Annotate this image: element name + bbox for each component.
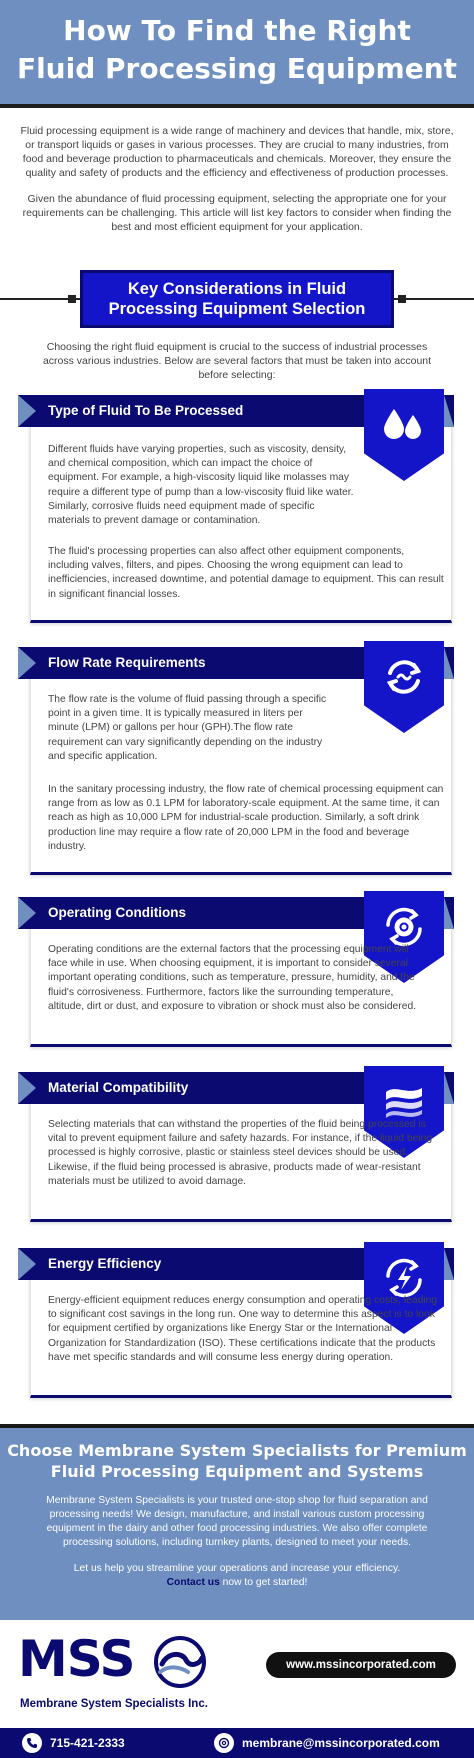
banner-dot-left <box>68 295 76 303</box>
intro-paragraph-1: Fluid processing equipment is a wide range of machinery and devices that handle, mix, store, or transport liquids or gases in various processes. They are crucial to many industries, from food and beverage production to pharmaceuticals and chemicals. Moreover, they ensure the quality and safety of products and the efficiency and effectiveness of production processes. <box>20 125 454 179</box>
email-item[interactable] <box>214 1733 440 1753</box>
footer <box>0 1620 474 1736</box>
section-material-compatibility <box>18 1072 454 1222</box>
section-title-bar <box>18 897 348 929</box>
key-considerations-banner <box>80 270 394 328</box>
page-header <box>0 0 474 108</box>
section-title: Energy Efficiency <box>48 1256 162 1271</box>
logo-swirl-icon <box>152 1634 208 1690</box>
phone-number: 715-421-2333 <box>50 1736 125 1750</box>
section-text <box>48 443 358 528</box>
section-paragraph: Different fluids have varying properties, such as viscosity, density, and chemical composition, which can impact the choice of equipment. For example, a high-viscosity liquid like molasses may require a different type of pump than a low-viscosity fluid like water. Similarly, corrosive fluids need equipment made of specific materials to prevent damage or contamination. <box>48 444 354 527</box>
section-title-bar <box>18 395 348 427</box>
section-title: Type of Fluid To Be Processed <box>48 403 244 418</box>
banner-line-right <box>394 298 474 300</box>
page-title <box>0 12 474 88</box>
section-operating-conditions <box>18 897 454 1047</box>
cta-paragraph-2-text: Let us help you streamline your operations and increase your efficiency. <box>73 1563 401 1574</box>
title-arrow <box>18 647 36 679</box>
title-arrow <box>18 1072 36 1104</box>
banner-dot-right <box>398 295 406 303</box>
section-title-bar <box>18 1248 348 1280</box>
section-title: Flow Rate Requirements <box>48 655 206 670</box>
intro <box>20 124 454 234</box>
section-paragraph: The flow rate is the volume of fluid passing through a specific point in a given time. It is typically measured in liters per minute (LPM) or gallons per hour (GPH).The flow rate requirement can vary significantly depending on the industry and specific application. <box>48 694 327 762</box>
phone-item[interactable] <box>22 1733 125 1753</box>
section-title: Operating Conditions <box>48 905 186 920</box>
cta-paragraph-1: Membrane System Specialists is your trusted one-stop shop for fluid separation and processing needs! We design, manufacture, and install various custom processing equipment in the dairy and other food processing industries. We also offer complete processing solutions, including turnkey plants, designed to meet your needs. <box>46 1495 428 1548</box>
section-text <box>48 1294 444 1365</box>
email-icon <box>214 1733 234 1753</box>
key-considerations-line2: Processing Equipment Selection <box>108 300 366 318</box>
section-energy-efficiency <box>18 1248 454 1398</box>
cta-title <box>0 1440 474 1482</box>
intro-paragraph-2: Given the abundance of fluid processing equipment, selecting the appropriate one for your requirements can be challenging. This article will list key factors to consider when finding the best and most efficient equipment for your application. <box>22 193 452 233</box>
page-title-line2: Fluid Processing Equipment <box>16 52 458 85</box>
cta-section <box>0 1424 474 1620</box>
section-text-2 <box>48 545 444 602</box>
contact-bar <box>0 1728 474 1758</box>
contact-us-link[interactable]: Contact us <box>166 1577 220 1588</box>
logo: MSS <box>18 1630 135 1688</box>
company-name: Membrane System Specialists Inc. <box>20 1698 208 1710</box>
section-title-bar <box>18 1072 348 1104</box>
cta-paragraph-2 <box>0 1562 474 1590</box>
phone-icon <box>22 1733 42 1753</box>
title-arrow <box>18 395 36 427</box>
title-arrow <box>18 1248 36 1280</box>
section-text <box>48 693 332 764</box>
section-title-bar <box>18 647 348 679</box>
section-title: Material Compatibility <box>48 1080 189 1095</box>
title-arrow <box>18 897 36 929</box>
key-considerations-line1: Key Considerations in Fluid <box>127 280 347 298</box>
section-paragraph: The fluid's processing properties can also affect other equipment components, including valves, filters, and pipes. Choosing the wrong equipment can lead to inefficiencies, increased downtime, and potential damage to equipment. This can result in significant financial losses. <box>48 546 444 600</box>
cta-paragraph-2-end: now to get started! <box>219 1577 308 1588</box>
section-paragraph: Operating conditions are the external factors that the processing equipment will face while in use. When choosing equipment, it is important to consider several important operating conditions, such as temperature, pressure, humidity, and the fluid's corrosiveness. Furthermore, factors like the surrounding temperature, altitude, dirt or dust, and exposure to vibration or shock must also be considered. <box>48 944 417 1012</box>
cta-title-line2: Fluid Processing Equipment and Systems <box>50 1462 424 1481</box>
choose-intro: Choosing the right fluid equipment is crucial to the success of industrial processes across various industries. Below are several factors that must be taken into account before selecting: <box>42 341 432 381</box>
page-title-line1: How To Find the Right <box>63 14 411 47</box>
website-link[interactable]: www.mssincorporated.com <box>266 1652 456 1678</box>
section-text <box>48 1118 444 1189</box>
email-address: membrane@mssincorporated.com <box>242 1736 440 1750</box>
section-text-2 <box>48 783 444 854</box>
section-paragraph: In the sanitary processing industry, the flow rate of chemical processing equipment can range from as low as 0.1 LPM for laboratory-scale equipment. At the same time, it can reach as high as 10,000 LPM for industrial-scale production. Similarly, a soft drink production line may require a flow rate of 20,000 LPM in the food and beverage industry. <box>48 784 444 852</box>
section-paragraph: Selecting materials that can withstand the properties of the fluid being processed is vital to prevent equipment failure and safety hazards. For instance, if the liquid being processed is highly corrosive, plastic or stainless steel devices should be used. Likewise, if the fluid being processed is abrasive, products made of wear-resistant materials must be utilized to avoid damage. <box>48 1119 433 1187</box>
section-flow-rate <box>18 647 454 875</box>
cta-title-line1: Choose Membrane System Specialists for Premium <box>7 1441 467 1460</box>
section-paragraph: Energy-efficient equipment reduces energy consumption and operating costs, leading to significant cost savings in the long run. One way to determine this aspect is to look for equipment certified by organizations like Energy Star or the International Organization for Standardization (ISO). These certifications indicate that the products have met specific standards and will consume less energy during operation. <box>48 1295 438 1363</box>
section-fluid-type <box>18 395 454 623</box>
section-text <box>48 943 426 1014</box>
